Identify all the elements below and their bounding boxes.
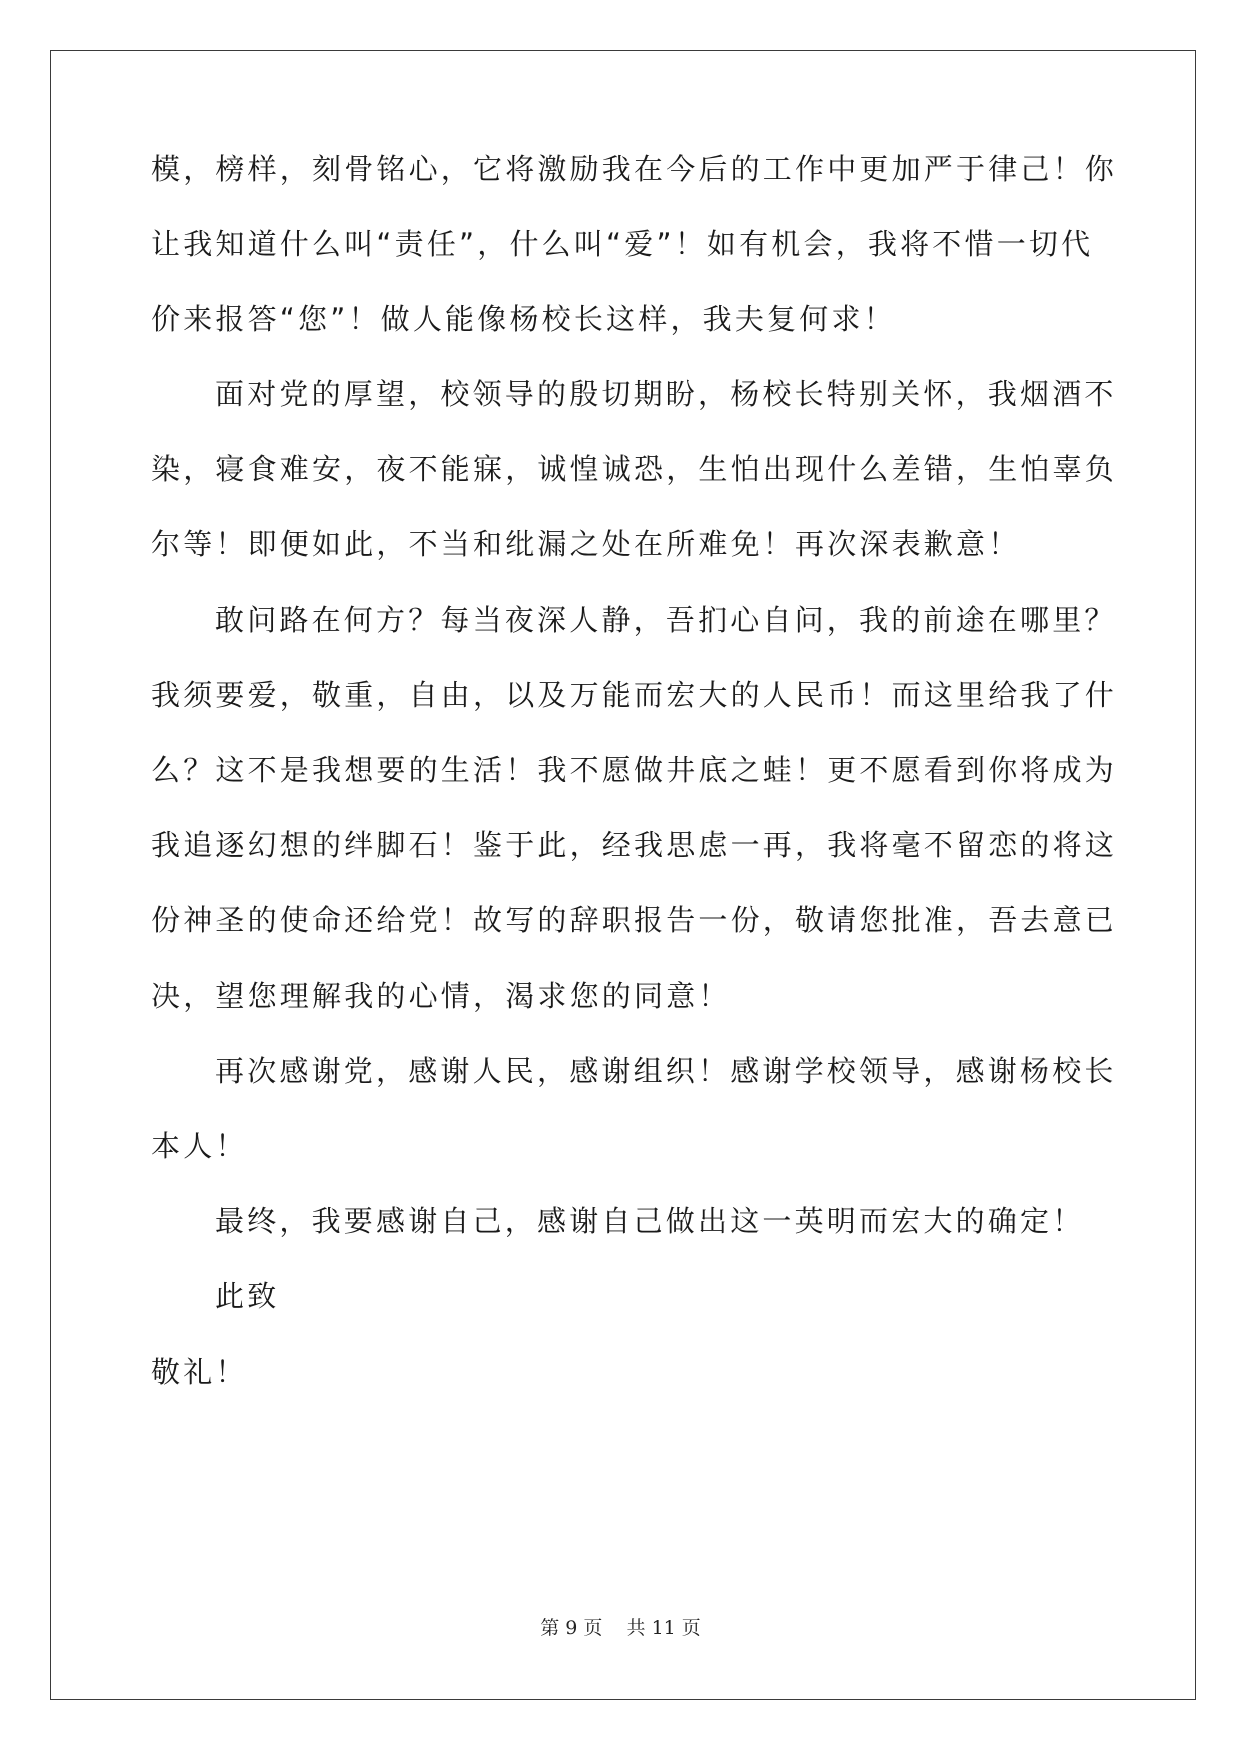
paragraph-5-line-1: 最终，我要感谢自己，感谢自己做出这一英明而宏大的确定！ — [215, 1204, 1085, 1238]
page-number-footer: 第 9 页 共 11 页 — [540, 1617, 701, 1639]
paragraph-3-line-3: 么？这不是我想要的生活！我不愿做井底之蛙！更不愿看到你将成为 — [151, 753, 1118, 787]
paragraph-4-line-1: 再次感谢党，感谢人民，感谢组织！感谢学校领导，感谢杨校长 — [215, 1054, 1117, 1088]
paragraph-3-line-1: 敢问路在何方？每当夜深人静，吾扪心自问，我的前途在哪里？ — [215, 603, 1117, 637]
paragraph-2-line-1: 面对党的厚望，校领导的殷切期盼，杨校长特别关怀，我烟酒不 — [215, 377, 1117, 411]
paragraph-3-line-5: 份神圣的使命还给党！故写的辞职报告一份，敬请您批准，吾去意已 — [151, 903, 1118, 937]
closing-salutation: 此致 — [215, 1279, 280, 1313]
page-border — [50, 50, 1196, 1700]
paragraph-1-line-1: 模，榜样，刻骨铭心，它将激励我在今后的工作中更加严于律己！你 — [151, 152, 1118, 186]
paragraph-1-line-3: 价来报答“您”！做人能像杨校长这样，我夫复何求！ — [151, 302, 896, 336]
paragraph-3-line-6: 决，望您理解我的心情，渴求您的同意！ — [151, 979, 731, 1013]
paragraph-4-line-2: 本人！ — [151, 1129, 248, 1163]
paragraph-2-line-3: 尔等！即便如此，不当和纰漏之处在所难免！再次深表歉意！ — [151, 527, 1021, 561]
closing-regards: 敬礼！ — [151, 1355, 248, 1389]
paragraph-2-line-2: 染，寝食难安，夜不能寐，诚惶诚恐，生怕出现什么差错，生怕辜负 — [151, 452, 1118, 486]
paragraph-1-line-2: 让我知道什么叫“责任”，什么叫“爱”！如有机会，我将不惜一切代 — [151, 227, 1094, 261]
paragraph-3-line-2: 我须要爱，敬重，自由，以及万能而宏大的人民币！而这里给我了什 — [151, 678, 1118, 712]
paragraph-3-line-4: 我追逐幻想的绊脚石！鉴于此，经我思虑一再，我将毫不留恋的将这 — [151, 828, 1118, 862]
